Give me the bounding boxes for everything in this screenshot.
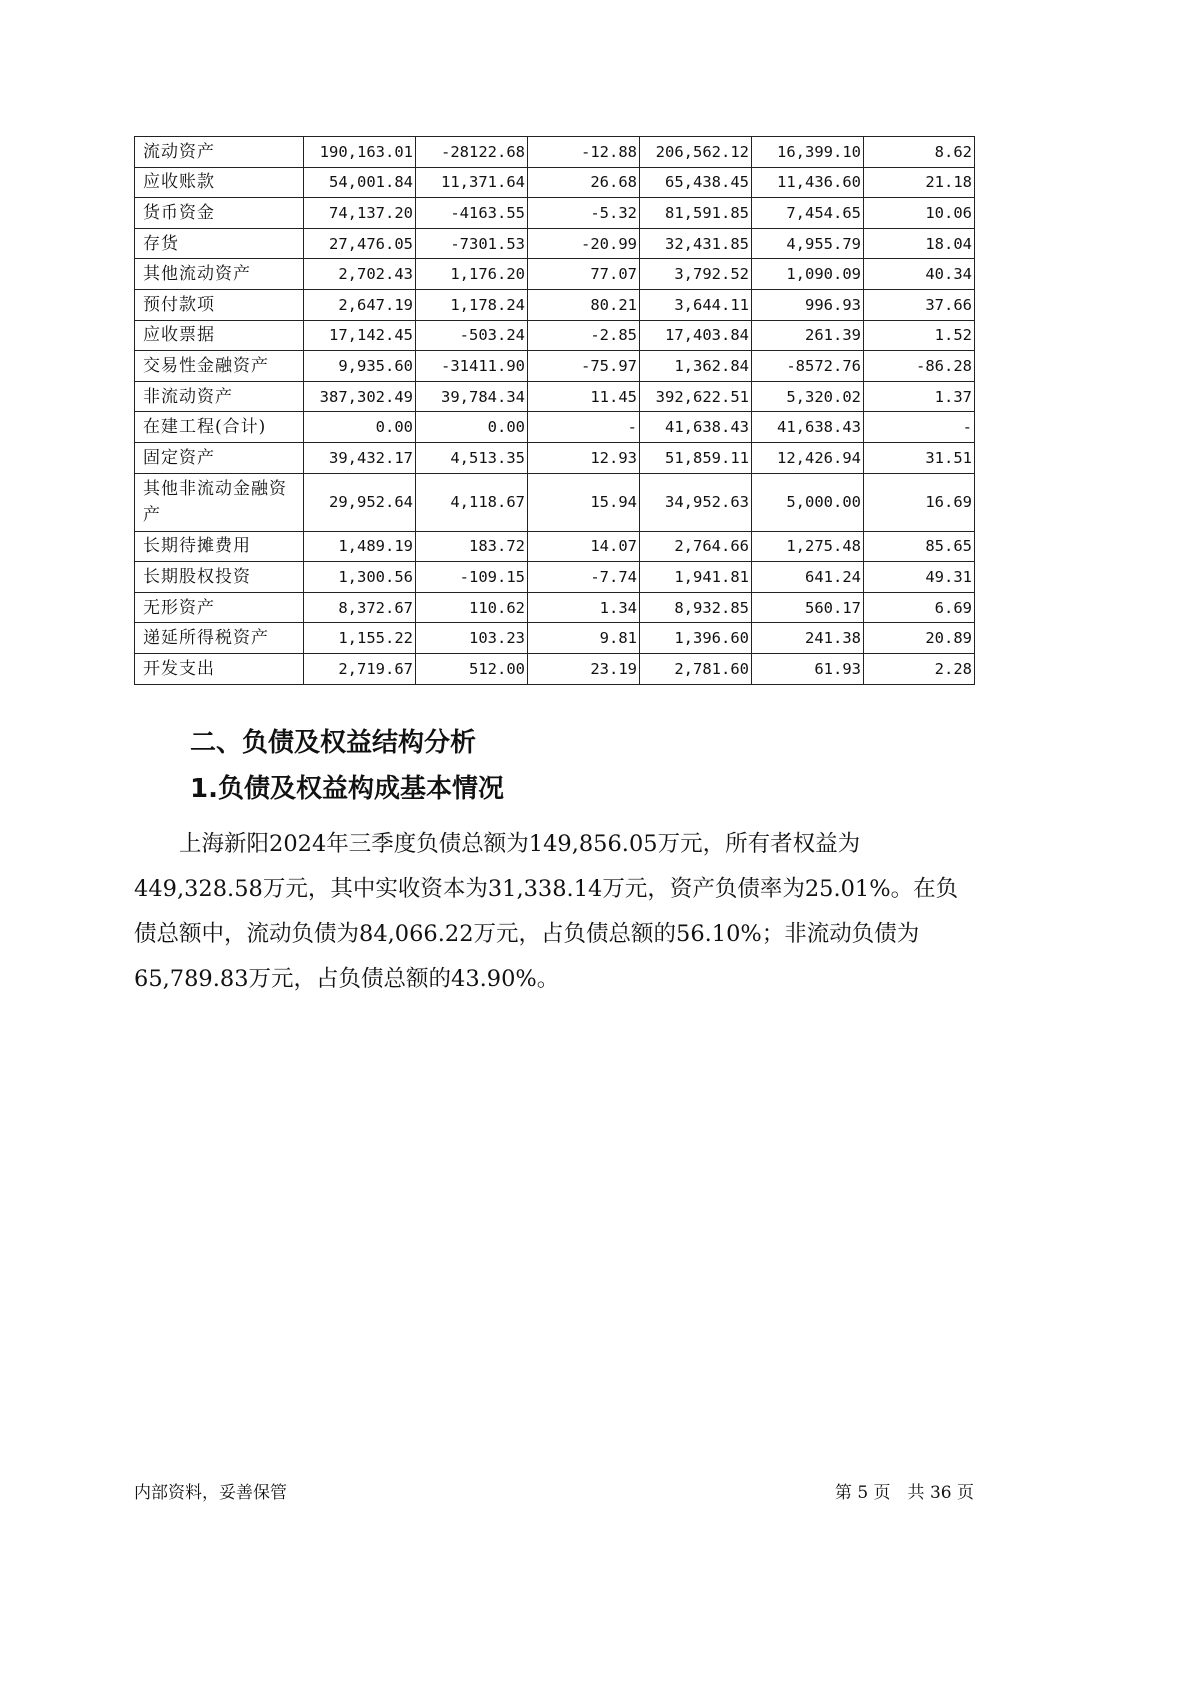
table-cell: 1.52 xyxy=(864,320,975,351)
table-row xyxy=(135,442,975,473)
table-cell: 512.00 xyxy=(416,653,528,684)
asset-table xyxy=(134,136,975,685)
table-cell: 29,952.64 xyxy=(304,473,416,531)
table-cell: 1,178.24 xyxy=(416,289,528,320)
table-row xyxy=(135,623,975,654)
row-label: 其他非流动金融资产 xyxy=(135,473,304,531)
row-label: 固定资产 xyxy=(135,442,304,473)
table-cell: -20.99 xyxy=(528,228,640,259)
table-cell: 9.81 xyxy=(528,623,640,654)
table-cell: 77.07 xyxy=(528,259,640,290)
table-cell: 1,941.81 xyxy=(640,562,752,593)
table-cell: 5,320.02 xyxy=(752,381,864,412)
table-row xyxy=(135,531,975,562)
table-cell: 81,591.85 xyxy=(640,198,752,229)
table-cell: 37.66 xyxy=(864,289,975,320)
table-cell: 6.69 xyxy=(864,592,975,623)
table-cell: 8,372.67 xyxy=(304,592,416,623)
table-cell: 74,137.20 xyxy=(304,198,416,229)
table-cell: 11.45 xyxy=(528,381,640,412)
table-cell: 387,302.49 xyxy=(304,381,416,412)
table-cell: 9,935.60 xyxy=(304,351,416,382)
table-cell: 15.94 xyxy=(528,473,640,531)
table-row xyxy=(135,320,975,351)
table-cell: 34,952.63 xyxy=(640,473,752,531)
table-row xyxy=(135,592,975,623)
table-cell: 206,562.12 xyxy=(640,137,752,168)
table-cell: 40.34 xyxy=(864,259,975,290)
subsection-heading: 1.负债及权益构成基本情况 xyxy=(190,774,504,804)
table-cell: 11,436.60 xyxy=(752,167,864,198)
table-cell: 23.19 xyxy=(528,653,640,684)
table-cell: 2,702.43 xyxy=(304,259,416,290)
row-label: 其他流动资产 xyxy=(135,259,304,290)
table-cell: 32,431.85 xyxy=(640,228,752,259)
table-cell: 20.89 xyxy=(864,623,975,654)
body-paragraph: 上海新阳2024年三季度负债总额为149,856.05万元，所有者权益为449,328.58万元，其中实收资本为31,338.14万元，资产负债率为25.01%。在负债总额中，流动负债为84,066.22万元，占负债总额的56.10%；非流动负债为65,789.83万元，占负债总额的43.90%。 xyxy=(134,831,959,992)
table-cell: 560.17 xyxy=(752,592,864,623)
table-cell: 10.06 xyxy=(864,198,975,229)
table-row xyxy=(135,351,975,382)
table-cell: 17,403.84 xyxy=(640,320,752,351)
table-cell: 2,781.60 xyxy=(640,653,752,684)
table-cell: 8.62 xyxy=(864,137,975,168)
table-cell: - xyxy=(864,412,975,443)
table-cell: 51,859.11 xyxy=(640,442,752,473)
table-row xyxy=(135,289,975,320)
table-cell: 392,622.51 xyxy=(640,381,752,412)
row-label: 交易性金融资产 xyxy=(135,351,304,382)
table-cell: 0.00 xyxy=(304,412,416,443)
table-row xyxy=(135,412,975,443)
table-cell: -86.28 xyxy=(864,351,975,382)
table-cell: 16,399.10 xyxy=(752,137,864,168)
table-row xyxy=(135,562,975,593)
table-cell: 85.65 xyxy=(864,531,975,562)
footer-page-number: 第 5 页 共 36 页 xyxy=(834,1483,974,1503)
row-label: 无形资产 xyxy=(135,592,304,623)
row-label: 开发支出 xyxy=(135,653,304,684)
section-heading: 二、负债及权益结构分析 xyxy=(190,728,477,758)
table-cell: 241.38 xyxy=(752,623,864,654)
table-cell: 80.21 xyxy=(528,289,640,320)
table-cell: 2,647.19 xyxy=(304,289,416,320)
table-cell: 31.51 xyxy=(864,442,975,473)
table-cell: 1.37 xyxy=(864,381,975,412)
table-cell: 0.00 xyxy=(416,412,528,443)
row-label: 非流动资产 xyxy=(135,381,304,412)
table-cell: 65,438.45 xyxy=(640,167,752,198)
table-cell: -109.15 xyxy=(416,562,528,593)
table-cell: 17,142.45 xyxy=(304,320,416,351)
table-cell: 2.28 xyxy=(864,653,975,684)
table-cell: -7301.53 xyxy=(416,228,528,259)
table-cell: 39,432.17 xyxy=(304,442,416,473)
table-cell: -503.24 xyxy=(416,320,528,351)
table-cell: -7.74 xyxy=(528,562,640,593)
table-cell: 5,000.00 xyxy=(752,473,864,531)
table-cell: -12.88 xyxy=(528,137,640,168)
table-cell: 21.18 xyxy=(864,167,975,198)
table-cell: 2,719.67 xyxy=(304,653,416,684)
table-cell: 1,176.20 xyxy=(416,259,528,290)
table-cell: 4,118.67 xyxy=(416,473,528,531)
table-cell: 103.23 xyxy=(416,623,528,654)
table-cell: 261.39 xyxy=(752,320,864,351)
row-label: 应收账款 xyxy=(135,167,304,198)
table-cell: 14.07 xyxy=(528,531,640,562)
table-cell: 12,426.94 xyxy=(752,442,864,473)
row-label: 在建工程(合计) xyxy=(135,412,304,443)
table-cell: 7,454.65 xyxy=(752,198,864,229)
table-cell: -2.85 xyxy=(528,320,640,351)
row-label: 应收票据 xyxy=(135,320,304,351)
table-row xyxy=(135,381,975,412)
table-cell: -75.97 xyxy=(528,351,640,382)
table-cell: 1.34 xyxy=(528,592,640,623)
table-row xyxy=(135,137,975,168)
table-row xyxy=(135,198,975,229)
row-label: 长期待摊费用 xyxy=(135,531,304,562)
table-cell: 3,792.52 xyxy=(640,259,752,290)
table-cell: 110.62 xyxy=(416,592,528,623)
table-cell: 27,476.05 xyxy=(304,228,416,259)
table-cell: 8,932.85 xyxy=(640,592,752,623)
footer-confidential-note: 内部资料，妥善保管 xyxy=(134,1483,287,1503)
table-cell: 41,638.43 xyxy=(640,412,752,443)
table-cell: -31411.90 xyxy=(416,351,528,382)
row-label: 递延所得税资产 xyxy=(135,623,304,654)
table-cell: 1,396.60 xyxy=(640,623,752,654)
table-cell: 1,275.48 xyxy=(752,531,864,562)
table-cell: 16.69 xyxy=(864,473,975,531)
table-cell: 996.93 xyxy=(752,289,864,320)
table-cell: 12.93 xyxy=(528,442,640,473)
table-cell: 41,638.43 xyxy=(752,412,864,443)
table-cell: 641.24 xyxy=(752,562,864,593)
table-cell: 3,644.11 xyxy=(640,289,752,320)
table-row xyxy=(135,653,975,684)
table-cell: 4,955.79 xyxy=(752,228,864,259)
table-cell: 1,155.22 xyxy=(304,623,416,654)
table-cell: 4,513.35 xyxy=(416,442,528,473)
row-label: 货币资金 xyxy=(135,198,304,229)
table-cell: 183.72 xyxy=(416,531,528,562)
table-cell: 1,090.09 xyxy=(752,259,864,290)
table-cell: 39,784.34 xyxy=(416,381,528,412)
table-cell: 18.04 xyxy=(864,228,975,259)
table-cell: -8572.76 xyxy=(752,351,864,382)
table-cell: 1,362.84 xyxy=(640,351,752,382)
table-cell: 1,300.56 xyxy=(304,562,416,593)
table-cell: 1,489.19 xyxy=(304,531,416,562)
row-label: 存货 xyxy=(135,228,304,259)
table-cell: 11,371.64 xyxy=(416,167,528,198)
table-cell: -5.32 xyxy=(528,198,640,229)
row-label: 长期股权投资 xyxy=(135,562,304,593)
row-label: 流动资产 xyxy=(135,137,304,168)
table-cell: 61.93 xyxy=(752,653,864,684)
table-row xyxy=(135,259,975,290)
table-cell: - xyxy=(528,412,640,443)
table-cell: 2,764.66 xyxy=(640,531,752,562)
table-cell: -4163.55 xyxy=(416,198,528,229)
table-row xyxy=(135,228,975,259)
table-cell: 54,001.84 xyxy=(304,167,416,198)
table-cell: -28122.68 xyxy=(416,137,528,168)
table-cell: 49.31 xyxy=(864,562,975,593)
table-cell: 26.68 xyxy=(528,167,640,198)
table-cell: 190,163.01 xyxy=(304,137,416,168)
row-label: 预付款项 xyxy=(135,289,304,320)
table-row xyxy=(135,167,975,198)
table-row xyxy=(135,473,975,531)
